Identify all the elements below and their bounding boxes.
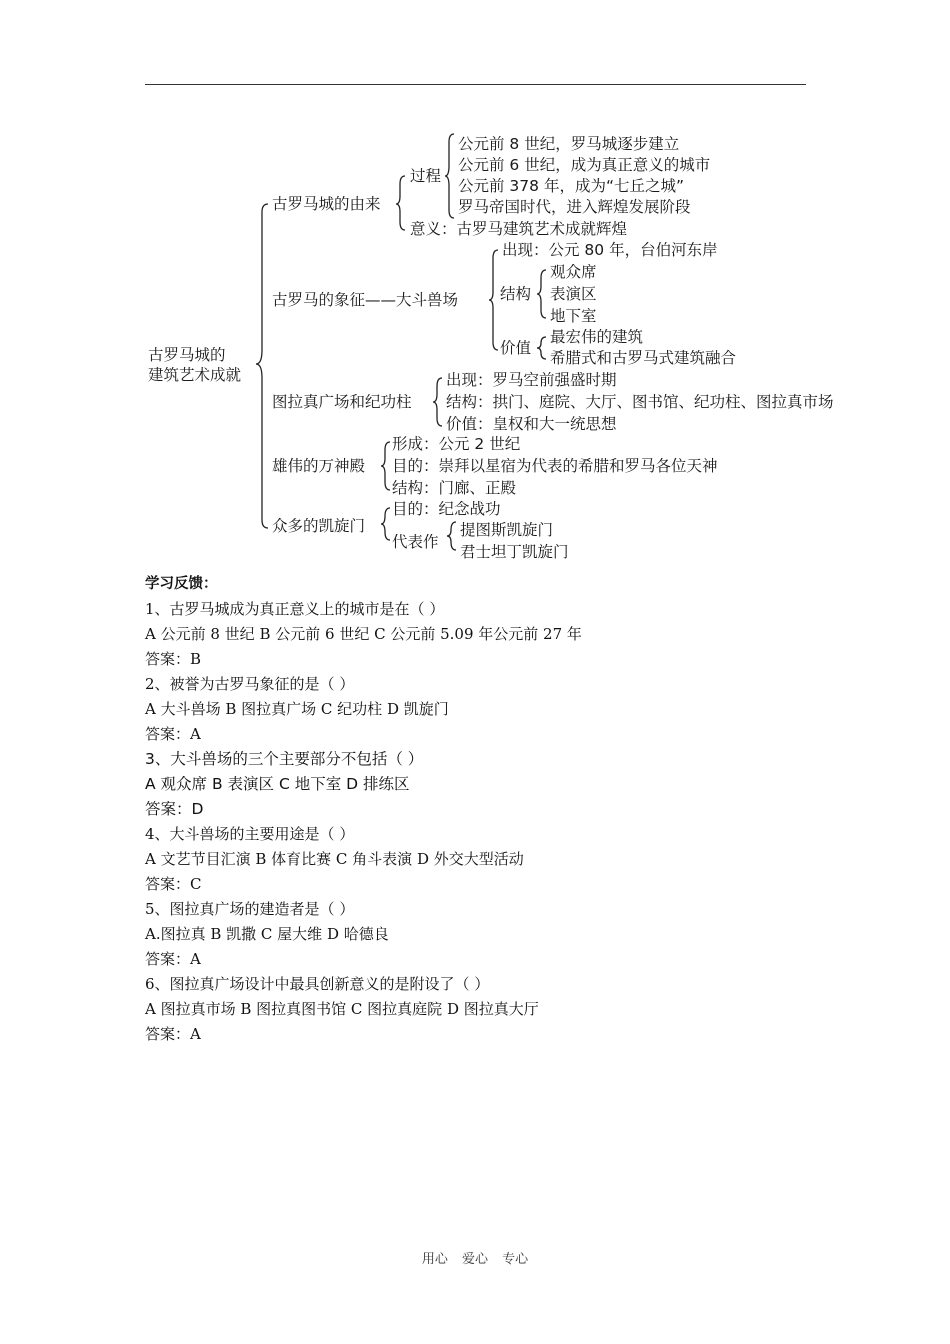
options: A 观众席 B 表演区 C 地下室 D 排练区 [145, 775, 410, 793]
process-item: 公元前 8 世纪，罗马城逐步建立 [458, 135, 680, 153]
structure-item: 表演区 [550, 285, 597, 303]
b2-appearance: 出现：公元 80 年，台伯河东岸 [502, 241, 718, 259]
rep-item: 君士坦丁凯旋门 [460, 543, 569, 561]
b4-item: 结构：门廊、正殿 [392, 479, 517, 497]
value-item: 希腊式和古罗马式建筑融合 [550, 349, 737, 367]
structure-item: 地下室 [550, 307, 597, 325]
process-item: 公元前 6 世纪，成为真正意义的城市 [458, 156, 711, 174]
b3-item: 价值：皇权和大一统思想 [446, 415, 617, 433]
b3-item: 结构：拱门、庭院、大厅、图书馆、纪功柱、图拉真市场 [446, 393, 834, 411]
question: 3、大斗兽场的三个主要部分不包括（ ） [145, 750, 424, 768]
feedback-heading: 学习反馈： [145, 576, 218, 592]
answer: 答案：B [145, 650, 202, 668]
process-item: 公元前 378 年，成为“七丘之城” [458, 177, 684, 195]
question: 2、被誉为古罗马象征的是（ ） [145, 675, 355, 693]
options: A 公元前 8 世纪 B 公元前 6 世纪 C 公元前 5.09 年公元前 27 年 [145, 625, 582, 643]
mindmap-root: 古罗马城的 建筑艺术成就 [148, 346, 242, 384]
question: 4、大斗兽场的主要用途是（ ） [145, 825, 355, 843]
options: A.图拉真 B 凯撒 C 屋大维 D 哈德良 [145, 925, 389, 943]
b5-label: 众多的凯旋门 [272, 517, 366, 535]
rep-item: 提图斯凯旋门 [460, 521, 554, 539]
page-footer: 用心 爱心 专心 [421, 1252, 529, 1267]
options: A 图拉真市场 B 图拉真图书馆 C 图拉真庭院 D 图拉真大厅 [145, 1000, 539, 1018]
significance: 意义：古罗马建筑艺术成就辉煌 [410, 220, 628, 238]
question: 5、图拉真广场的建造者是（ ） [145, 900, 355, 918]
feedback-section [145, 572, 845, 1047]
rep-label: 代表作 [392, 533, 439, 551]
process-brace [445, 134, 454, 218]
options: A 文艺节目汇演 B 体育比赛 C 角斗表演 D 外交大型活动 [145, 850, 524, 868]
b2-brace [489, 250, 498, 350]
process-label: 过程 [410, 167, 442, 185]
value-label: 价值 [500, 339, 532, 357]
answer: 答案：A [145, 950, 201, 968]
structure-item: 观众席 [550, 263, 597, 281]
structure-label: 结构 [500, 285, 532, 303]
b2-label: 古罗马的象征——大斗兽场 [272, 291, 459, 309]
b5-brace [381, 508, 390, 540]
answer: 答案：A [145, 1025, 201, 1043]
b3-brace [433, 378, 442, 426]
mindmap [0, 0, 950, 580]
b4-label: 雄伟的万神殿 [272, 457, 366, 475]
b3-label: 图拉真广场和纪功柱 [272, 393, 412, 411]
b4-brace [381, 442, 390, 490]
answer: 答案：A [145, 725, 201, 743]
question: 6、图拉真广场设计中最具创新意义的是附设了（ ） [145, 975, 490, 993]
process-item: 罗马帝国时代，进入辉煌发展阶段 [458, 198, 691, 216]
b3-item: 出现：罗马空前强盛时期 [446, 371, 617, 389]
answer: 答案：C [145, 875, 202, 893]
question: 1、古罗马城成为真正意义上的城市是在（ ） [145, 600, 445, 618]
b5-purpose: 目的：纪念战功 [392, 500, 501, 518]
rep-brace [447, 522, 456, 550]
options: A 大斗兽场 B 图拉真广场 C 纪功柱 D 凯旋门 [145, 700, 449, 718]
structure-brace [537, 270, 546, 318]
answer: 答案：D [145, 800, 204, 818]
b1-label: 古罗马城的由来 [272, 195, 381, 213]
b4-item: 目的：崇拜以星宿为代表的希腊和罗马各位天神 [392, 457, 718, 475]
root-brace [256, 204, 268, 528]
b4-item: 形成：公元 2 世纪 [392, 435, 521, 453]
value-item: 最宏伟的建筑 [550, 328, 644, 346]
b1-brace [396, 176, 405, 230]
value-brace [537, 337, 546, 359]
